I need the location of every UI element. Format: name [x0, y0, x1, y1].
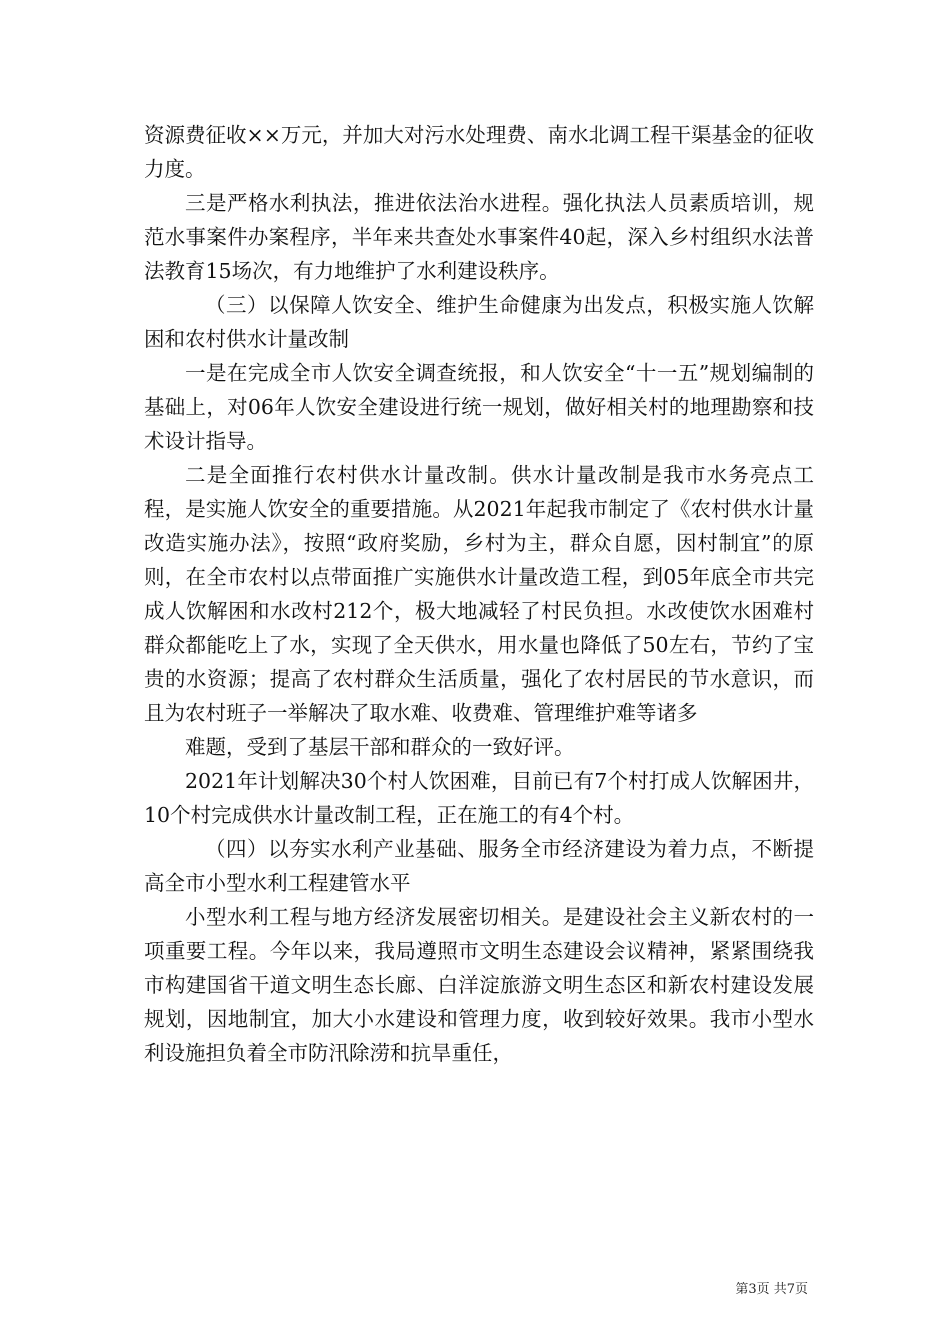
paragraph-2: 三是严格水利执法，推进依法治水进程。强化执法人员素质培训，规范水事案件办案程序，半年来共查处水事案件40起，深入乡村组织水法普法教育15场次，有力地维护了水利建设秩序。	[144, 191, 814, 283]
section-heading-4: （四）以夯实水利产业基础、服务全市经济建设为着力点，不断提高全市小型水利工程建管水平	[144, 837, 814, 895]
page-number: 第3页 共7页	[735, 1282, 808, 1297]
paragraph-7: 2021年计划解决30个村人饮困难，目前已有7个村打成人饮解困井，10个村完成供水计量改制工程，正在施工的有4个村。	[144, 769, 814, 827]
paragraph-4: 一是在完成全市人饮安全调查统报，和人饮安全“十一五”规划编制的基础上，对06年人饮安全建设进行统一规划，做好相关村的地理勘察和技术设计指导。	[144, 361, 814, 453]
paragraph-6: 难题，受到了基层干部和群众的一致好评。	[185, 735, 575, 759]
paragraph-9: 小型水利工程与地方经济发展密切相关。是建设社会主义新农村的一项重要工程。今年以来，我局遵照市文明生态建设会议精神，紧紧围绕我市构建国省干道文明生态长廊、白洋淀旅游文明生态区和新农村建设发展规划，因地制宜，加大小水建设和管理力度，收到较好效果。我市小型水利设施担负着全市防汛除涝和抗旱重任，	[144, 905, 814, 1065]
section-heading-3: （三）以保障人饮安全、维护生命健康为出发点，积极实施人饮解困和农村供水计量改制	[144, 293, 814, 351]
paragraph-5: 二是全面推行农村供水计量改制。供水计量改制是我市水务亮点工程，是实施人饮安全的重要措施。从2021年起我市制定了《农村供水计量改造实施办法》，按照“政府奖励，乡村为主，群众自愿，因村制宜”的原则，在全市农村以点带面推广实施供水计量改造工程，到05年底全市共完成人饮解困和水改村212个，极大地减轻了村民负担。水改使饮水困难村群众都能吃上了水，实现了全天供水，用水量也降低了50左右，节约了宝贵的水资源；提高了农村群众生活质量，强化了农村居民的节水意识，而且为农村班子一举解决了取水难、收费难、管理维护难等诸多	[144, 463, 814, 725]
document-body	[144, 118, 814, 1070]
paragraph-1: 资源费征收××万元，并加大对污水处理费、南水北调工程干渠基金的征收力度。	[144, 123, 814, 181]
